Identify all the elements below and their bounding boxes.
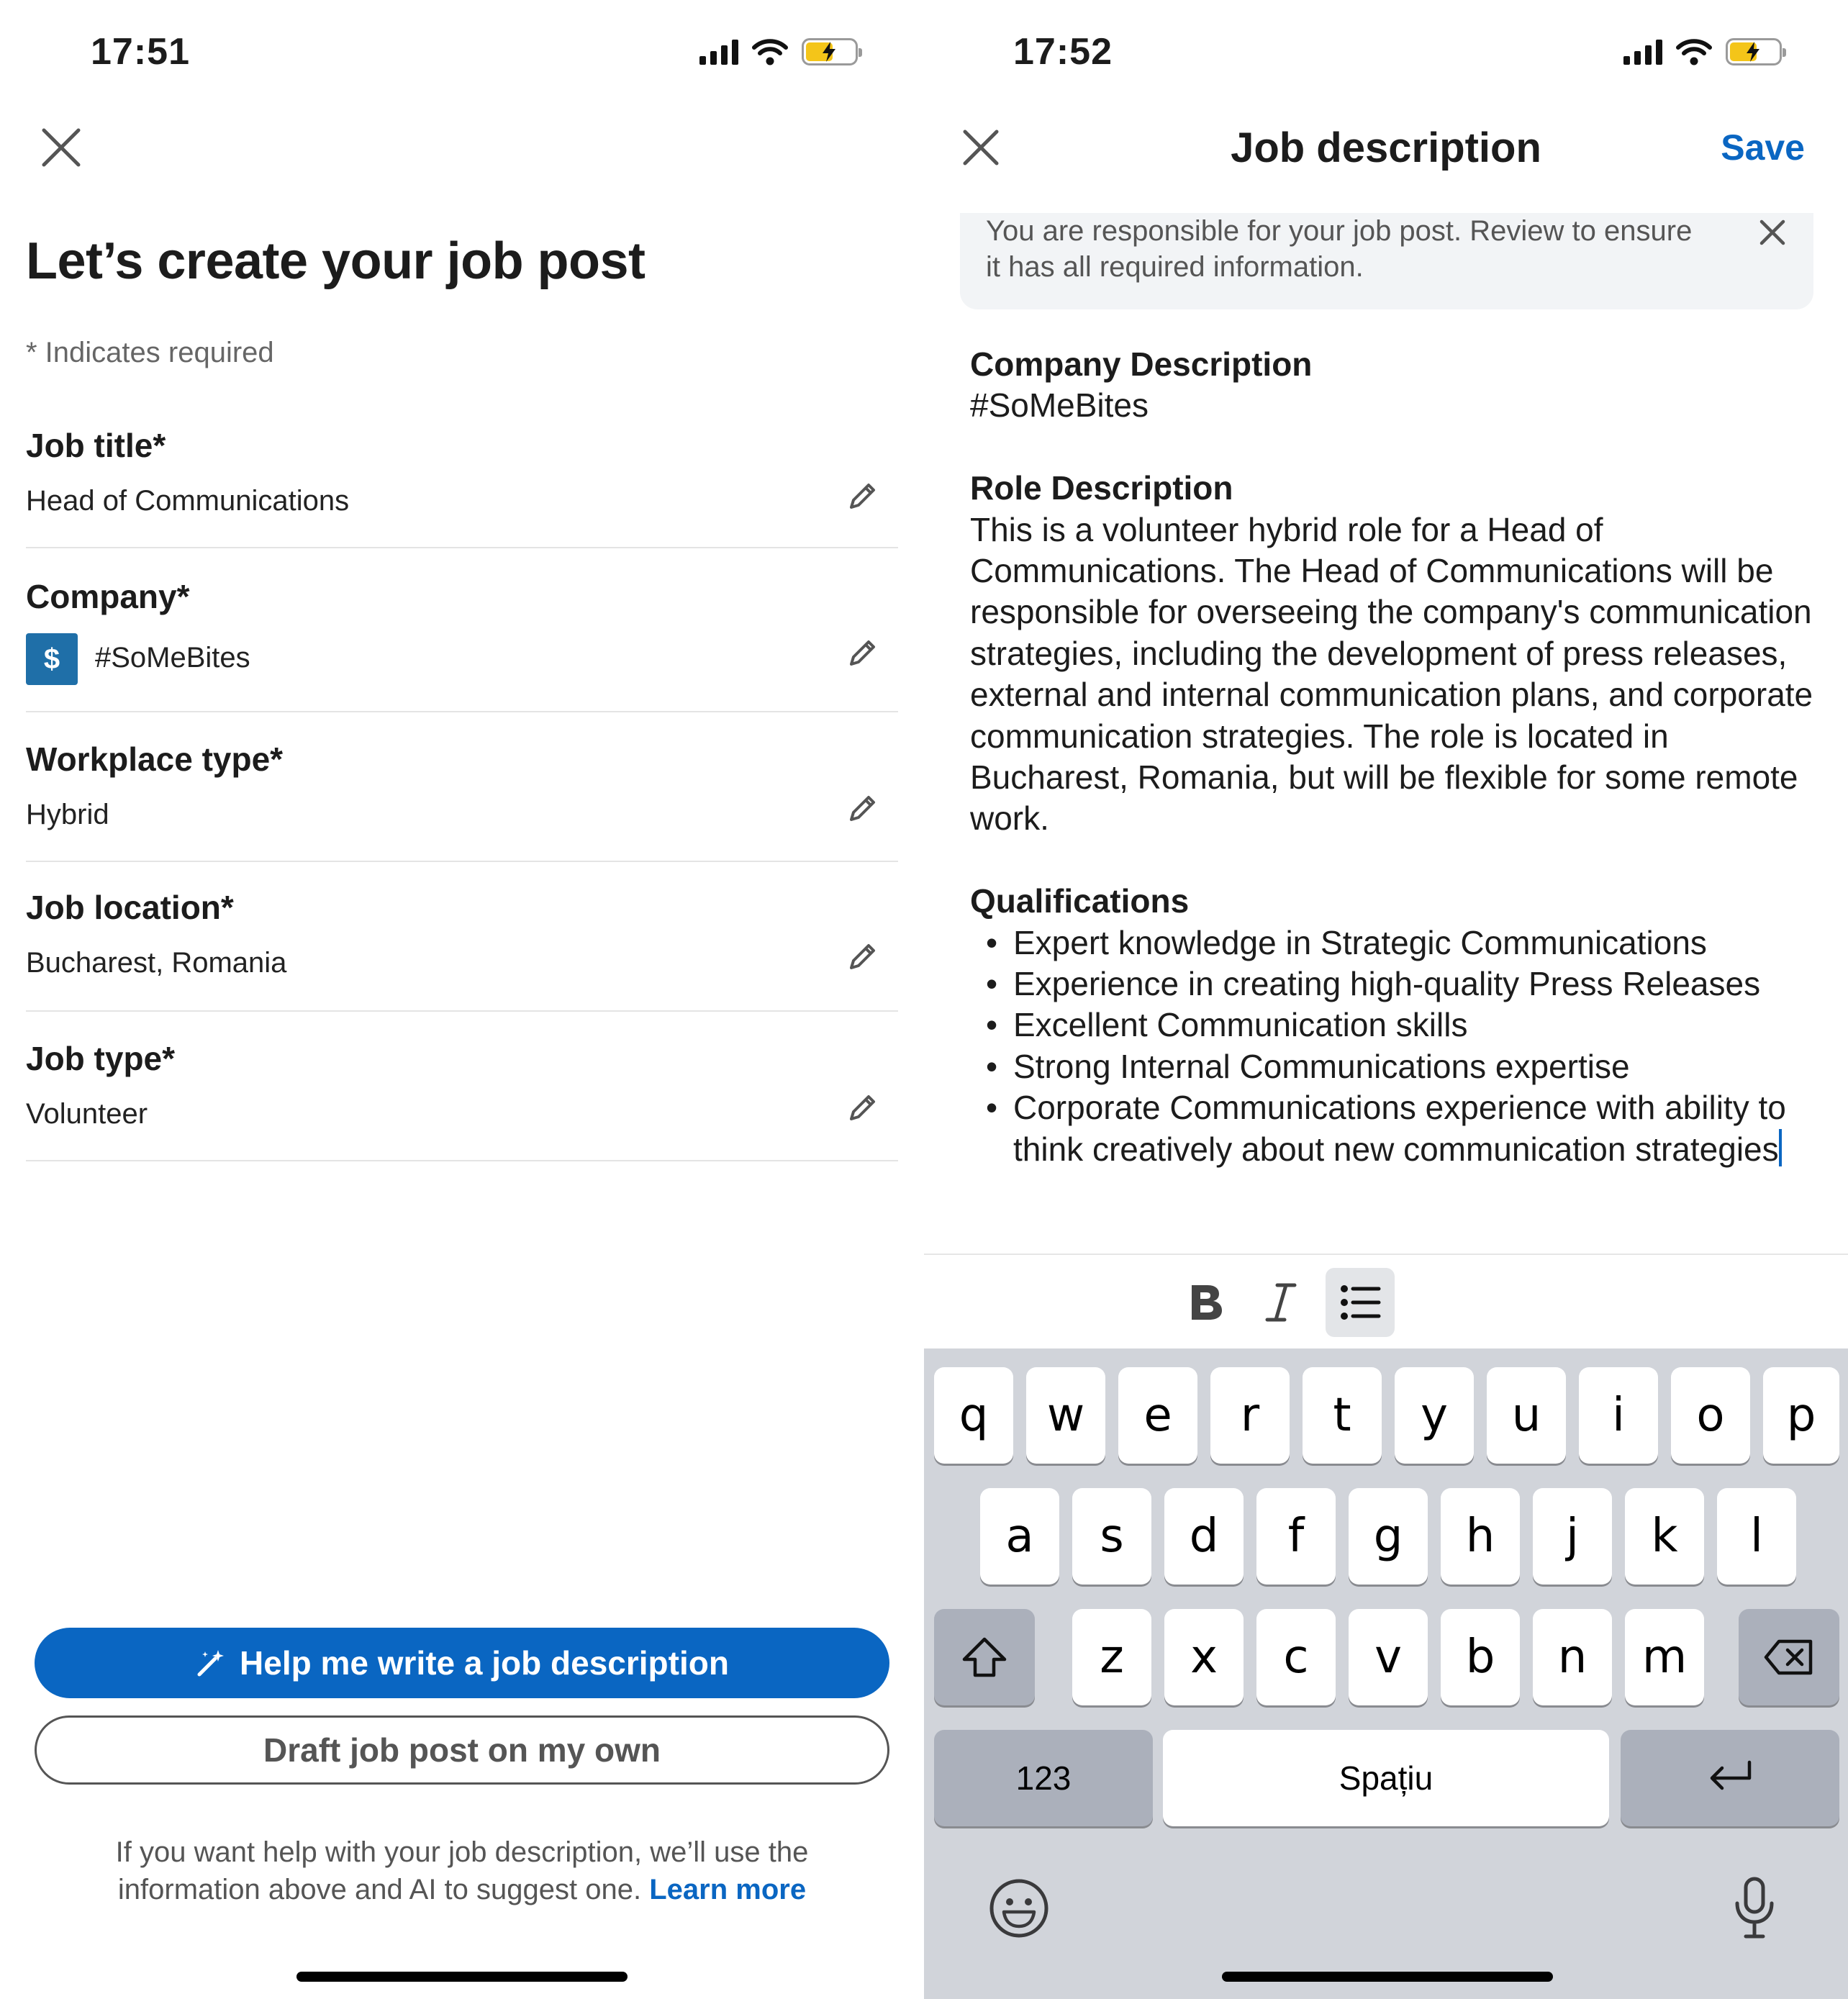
key-w[interactable]: w bbox=[1026, 1367, 1105, 1464]
field-label: Job title* bbox=[26, 427, 166, 464]
field-value: Bucharest, Romania bbox=[26, 947, 287, 979]
field-label: Job location* bbox=[26, 889, 234, 926]
magic-wand-icon bbox=[195, 1647, 227, 1679]
italic-icon bbox=[1263, 1281, 1299, 1324]
field-value: #SoMeBites bbox=[95, 642, 250, 674]
field-value: Head of Communications bbox=[26, 485, 350, 517]
italic-button[interactable] bbox=[1246, 1268, 1315, 1337]
text-cursor bbox=[1779, 1129, 1782, 1166]
microphone-icon bbox=[1731, 1876, 1777, 1941]
edit-job-location-button[interactable] bbox=[839, 934, 885, 980]
company-description-text: #SoMeBites bbox=[970, 386, 1149, 425]
numbers-key[interactable]: 123 bbox=[934, 1730, 1153, 1826]
cellular-signal-icon bbox=[699, 39, 738, 65]
key-m[interactable]: m bbox=[1625, 1609, 1704, 1705]
battery-charging-icon bbox=[802, 38, 858, 65]
job-description-editor-screen bbox=[924, 0, 1848, 1999]
bullet-list-icon bbox=[1339, 1281, 1382, 1324]
shift-key[interactable] bbox=[934, 1609, 1035, 1705]
status-time: 17:52 bbox=[1013, 31, 1113, 73]
key-l[interactable]: l bbox=[1717, 1488, 1796, 1585]
draft-on-my-own-button[interactable]: Draft job post on my own bbox=[35, 1715, 889, 1785]
key-s[interactable]: s bbox=[1072, 1488, 1151, 1585]
home-indicator bbox=[296, 1972, 628, 1982]
field-company[interactable] bbox=[26, 548, 898, 712]
dismiss-notice-button[interactable] bbox=[1753, 213, 1792, 252]
field-workplace-type[interactable] bbox=[26, 712, 898, 862]
key-a[interactable]: a bbox=[980, 1488, 1059, 1585]
key-i[interactable]: i bbox=[1579, 1367, 1658, 1464]
backspace-key[interactable] bbox=[1739, 1609, 1839, 1705]
ai-help-note-text: If you want help with your job description, we’ll use the information above and AI to suggest one. bbox=[115, 1836, 809, 1905]
space-key[interactable]: Spațiu bbox=[1163, 1730, 1609, 1826]
wifi-icon bbox=[1675, 37, 1713, 66]
key-f[interactable]: f bbox=[1256, 1488, 1336, 1585]
key-b[interactable]: b bbox=[1441, 1609, 1520, 1705]
qualifications-heading: Qualifications bbox=[970, 882, 1190, 920]
dictation-button[interactable] bbox=[1720, 1874, 1789, 1943]
job-description-editor[interactable] bbox=[970, 344, 1819, 1223]
status-icons bbox=[1623, 36, 1782, 68]
key-c[interactable]: c bbox=[1256, 1609, 1336, 1705]
help-me-write-label: Help me write a job description bbox=[240, 1644, 729, 1682]
qualification-item: • Strong Internal Communications expertise bbox=[970, 1046, 1819, 1087]
qualifications-list bbox=[970, 923, 1819, 1170]
ai-help-note bbox=[43, 1833, 881, 1908]
pencil-icon bbox=[846, 1092, 879, 1125]
status-icons bbox=[699, 36, 858, 68]
role-description-text: This is a volunteer hybrid role for a Head of Communications. The Head of Communications will be responsible for overseeing the company's communication strategies, including the development of press releases, external and internal communication plans, and corporate communication strategies. The role is located in Bucharest, Romania, but will be flexible for some remote work. bbox=[970, 510, 1813, 838]
required-note: * Indicates required bbox=[26, 337, 274, 368]
key-j[interactable]: j bbox=[1533, 1488, 1612, 1585]
edit-workplace-type-button[interactable] bbox=[839, 786, 885, 832]
battery-charging-icon bbox=[1726, 38, 1782, 65]
key-y[interactable]: y bbox=[1395, 1367, 1474, 1464]
bold-button[interactable] bbox=[1172, 1268, 1241, 1337]
field-value: Hybrid bbox=[26, 799, 109, 830]
edit-company-button[interactable] bbox=[839, 630, 885, 676]
key-e[interactable]: e bbox=[1118, 1367, 1197, 1464]
pencil-icon bbox=[846, 792, 879, 825]
save-button[interactable]: Save bbox=[1721, 127, 1805, 168]
notice-text: You are responsible for your job post. Review to ensure it has all required information. bbox=[986, 215, 1693, 283]
key-p[interactable]: p bbox=[1763, 1367, 1839, 1464]
learn-more-link[interactable]: Learn more bbox=[649, 1874, 807, 1905]
return-icon bbox=[1705, 1758, 1755, 1798]
field-label: Company* bbox=[26, 578, 190, 615]
key-o[interactable]: o bbox=[1671, 1367, 1750, 1464]
key-n[interactable]: n bbox=[1533, 1609, 1612, 1705]
qualification-item: • Excellent Communication skills bbox=[970, 1005, 1819, 1046]
bullet-list-button[interactable] bbox=[1326, 1268, 1395, 1337]
home-indicator bbox=[1222, 1972, 1553, 1982]
key-u[interactable]: u bbox=[1487, 1367, 1566, 1464]
cellular-signal-icon bbox=[1623, 39, 1662, 65]
close-icon bbox=[1759, 219, 1786, 246]
field-value: Volunteer bbox=[26, 1098, 148, 1130]
help-me-write-button[interactable] bbox=[35, 1628, 889, 1698]
key-h[interactable]: h bbox=[1441, 1488, 1520, 1585]
page-title: Let’s create your job post bbox=[26, 232, 646, 290]
field-job-title[interactable] bbox=[26, 410, 898, 548]
field-job-location[interactable] bbox=[26, 862, 898, 1012]
key-g[interactable]: g bbox=[1349, 1488, 1428, 1585]
wifi-icon bbox=[751, 37, 789, 66]
key-r[interactable]: r bbox=[1210, 1367, 1290, 1464]
responsibility-notice bbox=[960, 213, 1813, 309]
backspace-icon bbox=[1763, 1638, 1815, 1676]
status-time: 17:51 bbox=[91, 31, 190, 73]
field-label: Workplace type* bbox=[26, 740, 284, 778]
key-x[interactable]: x bbox=[1164, 1609, 1244, 1705]
key-k[interactable]: k bbox=[1625, 1488, 1704, 1585]
key-z[interactable]: z bbox=[1072, 1609, 1151, 1705]
qualification-item: • Expert knowledge in Strategic Communications bbox=[970, 923, 1819, 964]
qualification-item: • Corporate Communications experience with ability to think creatively about new communication strategies bbox=[970, 1087, 1819, 1170]
key-d[interactable]: d bbox=[1164, 1488, 1244, 1585]
emoji-button[interactable] bbox=[984, 1874, 1054, 1943]
pencil-icon bbox=[846, 637, 879, 670]
pencil-icon bbox=[846, 480, 879, 513]
edit-job-type-button[interactable] bbox=[839, 1085, 885, 1131]
close-icon bbox=[41, 127, 81, 168]
screen-title: Job description bbox=[1231, 124, 1541, 171]
formatting-toolbar bbox=[924, 1254, 1848, 1348]
field-job-type[interactable] bbox=[26, 1012, 898, 1161]
company-logo: $ bbox=[26, 633, 78, 685]
return-key[interactable] bbox=[1621, 1730, 1839, 1826]
edit-job-title-button[interactable] bbox=[839, 473, 885, 520]
qualification-item: • Experience in creating high-quality Press Releases bbox=[970, 964, 1819, 1005]
shift-icon bbox=[961, 1636, 1008, 1679]
close-button[interactable] bbox=[36, 122, 86, 173]
key-q[interactable]: q bbox=[934, 1367, 1013, 1464]
key-v[interactable]: v bbox=[1349, 1609, 1428, 1705]
emoji-icon bbox=[988, 1877, 1050, 1939]
pencil-icon bbox=[846, 940, 879, 974]
role-description-heading: Role Description bbox=[970, 469, 1233, 507]
bold-icon bbox=[1186, 1281, 1226, 1324]
company-description-heading: Company Description bbox=[970, 345, 1313, 383]
field-label: Job type* bbox=[26, 1040, 176, 1077]
on-screen-keyboard bbox=[924, 1348, 1848, 1999]
key-t[interactable]: t bbox=[1303, 1367, 1382, 1464]
